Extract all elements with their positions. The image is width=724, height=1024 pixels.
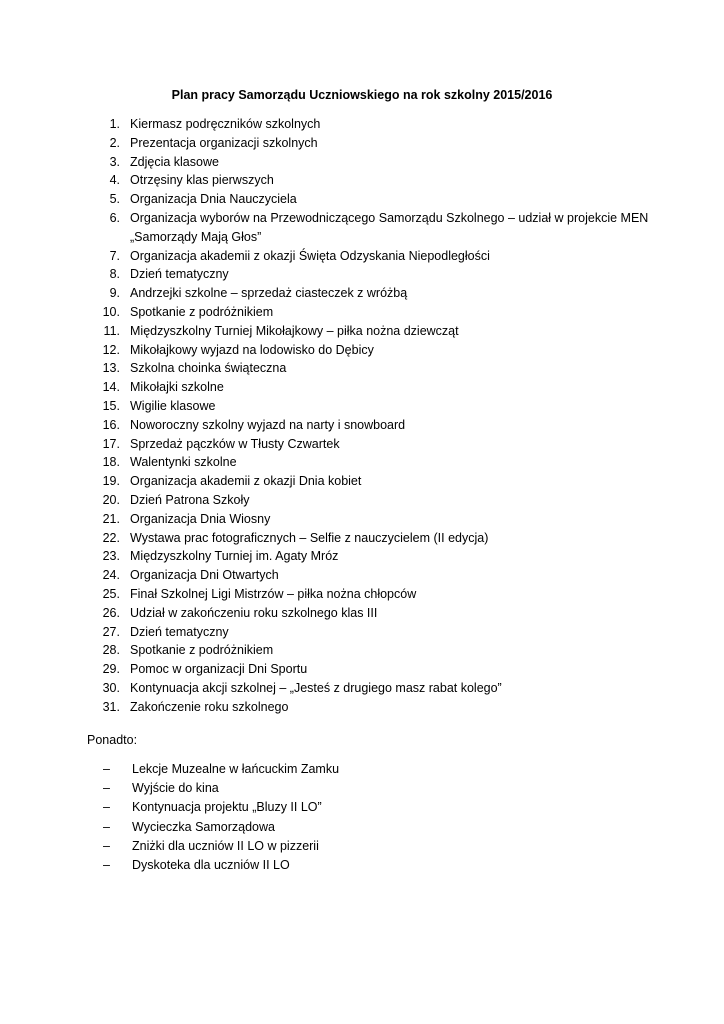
extras-item-text: Wyjście do kina [132, 781, 219, 796]
plan-item-text: Dzień tematyczny [130, 267, 229, 282]
plan-item-number: 6. [109, 210, 120, 225]
plan-item-text: Organizacja wyborów na Przewodniczącego Samorządu Szkolnego – udział w projekcie MEN „Samorządy Mają Głos” [130, 210, 649, 244]
plan-item-number: 23. [102, 549, 120, 564]
plan-item-number: 15. [102, 398, 120, 413]
plan-item [0, 284, 724, 303]
plan-item-number: 19. [102, 474, 120, 489]
plan-item [0, 341, 724, 360]
dash-bullet: – [103, 781, 110, 796]
dash-bullet: – [103, 858, 110, 873]
plan-item-text: Międzyszkolny Turniej Mikołajkowy – piłka nożna dziewcząt [130, 323, 459, 338]
plan-item-text: Organizacja Dnia Wiosny [130, 511, 271, 526]
plan-item-number: 7. [109, 248, 120, 263]
plan-item-text: Kontynuacja akcji szkolnej – „Jesteś z drugiego masz rabat kolego” [130, 680, 502, 695]
plan-item-number: 9. [109, 286, 120, 301]
plan-item [0, 547, 724, 566]
plan-item-text: Walentynki szkolne [130, 455, 237, 470]
plan-item-number: 21. [102, 511, 120, 526]
plan-item [0, 510, 724, 529]
plan-item [0, 322, 724, 341]
plan-item-text: Zakończenie roku szkolnego [130, 699, 289, 714]
plan-item-number: 11. [103, 323, 120, 338]
plan-item [0, 435, 724, 454]
plan-item-number: 3. [109, 154, 120, 169]
plan-item-number: 30. [102, 680, 120, 695]
plan-item-number: 20. [102, 492, 120, 507]
plan-item-number: 5. [109, 192, 120, 207]
extras-item-text: Wycieczka Samorządowa [132, 819, 275, 834]
plan-item [0, 641, 724, 660]
plan-item-text: Sprzedaż pączków w Tłusty Czwartek [130, 436, 340, 451]
extras-item [0, 856, 724, 875]
dash-bullet: – [103, 819, 110, 834]
plan-item-text: Organizacja Dni Otwartych [130, 568, 279, 583]
plan-item-number: 1. [109, 117, 120, 131]
plan-item-number: 14. [102, 380, 120, 395]
plan-item-number: 4. [109, 173, 120, 188]
extras-item [0, 779, 724, 798]
plan-item-text: Organizacja akademii z okazji Dnia kobiet [130, 474, 362, 489]
plan-item-text: Mikołajkowy wyjazd na lodowisko do Dębicy [130, 342, 374, 357]
plan-item-text: Wystawa prac fotograficznych – Selfie z nauczycielem (II edycja) [130, 530, 489, 545]
extras-item-text: Lekcje Muzealne w łańcuckim Zamku [132, 762, 340, 776]
plan-item-text: Udział w zakończeniu roku szkolnego klas III [130, 605, 378, 620]
plan-item [0, 566, 724, 585]
plan-item-text: Dzień Patrona Szkoły [130, 492, 250, 507]
plan-item-number: 28. [102, 643, 120, 658]
plan-item [0, 623, 724, 642]
plan-item [0, 134, 724, 153]
plan-item-number: 10. [102, 304, 120, 319]
plan-item [0, 397, 724, 416]
plan-item [0, 115, 724, 134]
plan-item [0, 604, 724, 623]
plan-item-text: Pomoc w organizacji Dni Sportu [130, 662, 308, 677]
plan-item-text: Wigilie klasowe [130, 398, 216, 413]
plan-item-text: Otrzęsiny klas pierwszych [130, 173, 274, 188]
plan-item [0, 698, 724, 717]
plan-item-text: Dzień tematyczny [130, 624, 229, 639]
extras-item [0, 818, 724, 837]
plan-item-number: 12. [102, 342, 120, 357]
plan-item [0, 247, 724, 266]
plan-item [0, 303, 724, 322]
plan-item-text: Zdjęcia klasowe [130, 154, 219, 169]
plan-item-number: 18. [102, 455, 120, 470]
plan-item-number: 29. [102, 662, 120, 677]
dash-bullet: – [103, 800, 110, 815]
plan-item-number: 26. [102, 605, 120, 620]
plan-item-number: 25. [102, 586, 120, 601]
dash-bullet: – [103, 762, 110, 776]
plan-item [0, 209, 724, 247]
plan-item-number: 31. [102, 699, 120, 714]
plan-item-number: 13. [102, 361, 120, 376]
plan-list [0, 115, 724, 717]
plan-item-text: Szkolna choinka świąteczna [130, 361, 287, 376]
plan-item [0, 453, 724, 472]
plan-item-number: 16. [102, 417, 120, 432]
plan-item-text: Noworoczny szkolny wyjazd na narty i snowboard [130, 417, 406, 432]
extras-item [0, 760, 724, 779]
plan-item [0, 472, 724, 491]
plan-item [0, 171, 724, 190]
plan-item-text: Prezentacja organizacji szkolnych [130, 135, 318, 150]
extras-item-text: Dyskoteka dla uczniów II LO [132, 858, 290, 873]
plan-item [0, 378, 724, 397]
document-title: Plan pracy Samorządu Uczniowskiego na rok szkolny 2015/2016 [171, 88, 553, 102]
plan-item-number: 2. [109, 135, 120, 150]
plan-item [0, 529, 724, 548]
extras-heading: Ponadto: [87, 733, 138, 747]
plan-item-text: Międzyszkolny Turniej im. Agaty Mróz [130, 549, 339, 564]
plan-item-number: 22. [102, 530, 120, 545]
plan-item-text: Mikołajki szkolne [130, 380, 224, 395]
plan-item-number: 27. [102, 624, 120, 639]
extras-list [0, 760, 724, 875]
plan-item-text: Spotkanie z podróżnikiem [130, 643, 274, 658]
plan-item-text: Organizacja Dnia Nauczyciela [130, 192, 297, 207]
plan-item-text: Spotkanie z podróżnikiem [130, 304, 274, 319]
extras-item-text: Kontynuacja projektu „Bluzy II LO” [132, 800, 322, 815]
plan-item [0, 265, 724, 284]
plan-item [0, 359, 724, 378]
plan-item-number: 24. [102, 568, 120, 583]
plan-item-text: Organizacja akademii z okazji Święta Odzyskania Niepodległości [130, 248, 490, 263]
extras-item [0, 837, 724, 856]
extras-item [0, 798, 724, 817]
plan-item [0, 491, 724, 510]
plan-item-number: 8. [109, 267, 120, 282]
plan-item-text: Kiermasz podręczników szkolnych [130, 117, 321, 131]
extras-item-text: Zniżki dla uczniów II LO w pizzerii [132, 838, 319, 853]
plan-item [0, 660, 724, 679]
plan-item-text: Andrzejki szkolne – sprzedaż ciasteczek z wróżbą [130, 286, 408, 301]
plan-item [0, 190, 724, 209]
plan-item [0, 416, 724, 435]
plan-item-text: Finał Szkolnej Ligi Mistrzów – piłka nożna chłopców [130, 586, 417, 601]
plan-item [0, 679, 724, 698]
plan-item [0, 585, 724, 604]
plan-item-number: 17. [102, 436, 120, 451]
plan-item [0, 153, 724, 172]
dash-bullet: – [103, 838, 110, 853]
